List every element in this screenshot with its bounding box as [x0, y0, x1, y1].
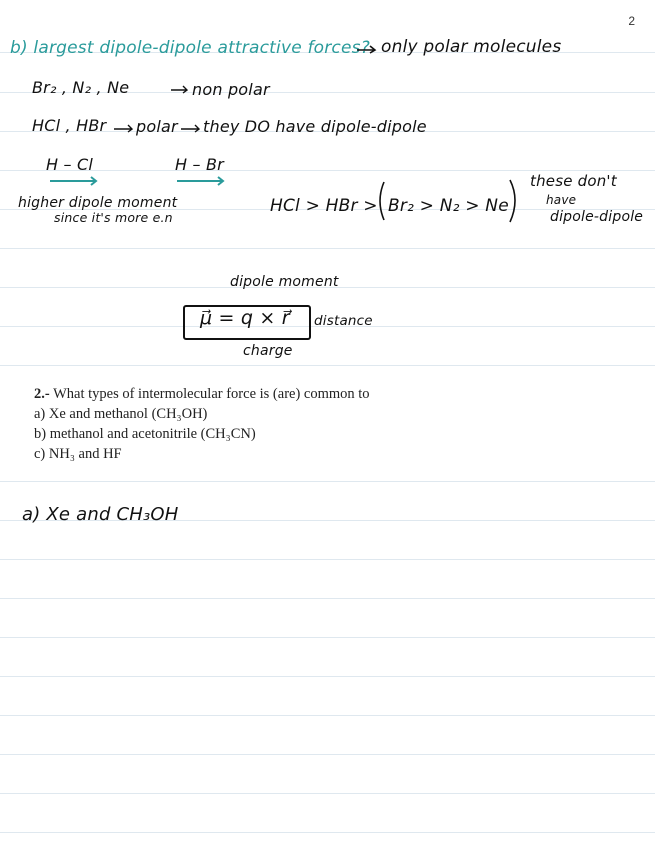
nonpolar-label: non polar [192, 80, 270, 99]
polar-label: polar [136, 117, 178, 136]
arrow-icon [113, 124, 135, 134]
question-prompt-line [34, 384, 370, 404]
arrow-icon [180, 124, 202, 134]
distance-label: distance [314, 313, 373, 329]
question-item-b: b) methanol and acetonitrile (CH₃CN) [34, 426, 256, 442]
ruled-line [0, 598, 655, 599]
ruled-line [0, 832, 655, 833]
ruled-line [0, 676, 655, 677]
polar-note: they DO have dipole-dipole [203, 117, 427, 136]
arrow-icon [356, 44, 378, 54]
bond-hbr: H – Br [175, 155, 224, 174]
charge-label: charge [243, 343, 293, 359]
ruled-line [0, 365, 655, 366]
notes-heading: b) largest dipole-dipole attractive forces? [10, 38, 370, 58]
question-item-c: c) NH₃ and HF [34, 446, 122, 462]
ruled-line [0, 170, 655, 171]
ruled-line [0, 248, 655, 249]
ruled-line [0, 793, 655, 794]
ranking-polar: HCl > HBr > [270, 196, 378, 216]
question-number: 2.- [34, 386, 50, 402]
nonpolar-species: Br₂ , N₂ , Ne [32, 78, 130, 97]
question-prompt: What types of intermolecular force is (are) common to [53, 386, 370, 402]
dipole-moment-label: dipole moment [230, 274, 339, 290]
ruled-line [0, 754, 655, 755]
dipole-formula: μ⃗ = q × r⃗ [200, 307, 290, 329]
dipole-dipole-note: dipole-dipole [550, 209, 644, 225]
ruled-line [0, 481, 655, 482]
ruled-line [0, 559, 655, 560]
arrow-icon [170, 85, 190, 95]
higher-dipole-note: higher dipole moment [18, 195, 178, 211]
dipole-arrow-icon [48, 176, 100, 186]
answer-a: a) Xe and CH₃OH [22, 504, 179, 525]
page-number: 2 [628, 14, 635, 28]
polar-species: HCl , HBr [32, 116, 107, 135]
heading-note: only polar molecules [381, 37, 562, 57]
ruled-line [0, 637, 655, 638]
dipole-arrow-icon [175, 176, 227, 186]
question-item-a: a) Xe and methanol (CH₃OH) [34, 406, 208, 422]
have-note: have [546, 193, 577, 207]
these-dont-note: these don't [530, 172, 617, 190]
ranking-nonpolar: Br₂ > N₂ > Ne [388, 196, 509, 216]
ruled-line [0, 715, 655, 716]
since-en-note: since it's more e.n [54, 210, 173, 225]
question-block [34, 384, 370, 464]
bond-hcl: H – Cl [46, 155, 94, 174]
